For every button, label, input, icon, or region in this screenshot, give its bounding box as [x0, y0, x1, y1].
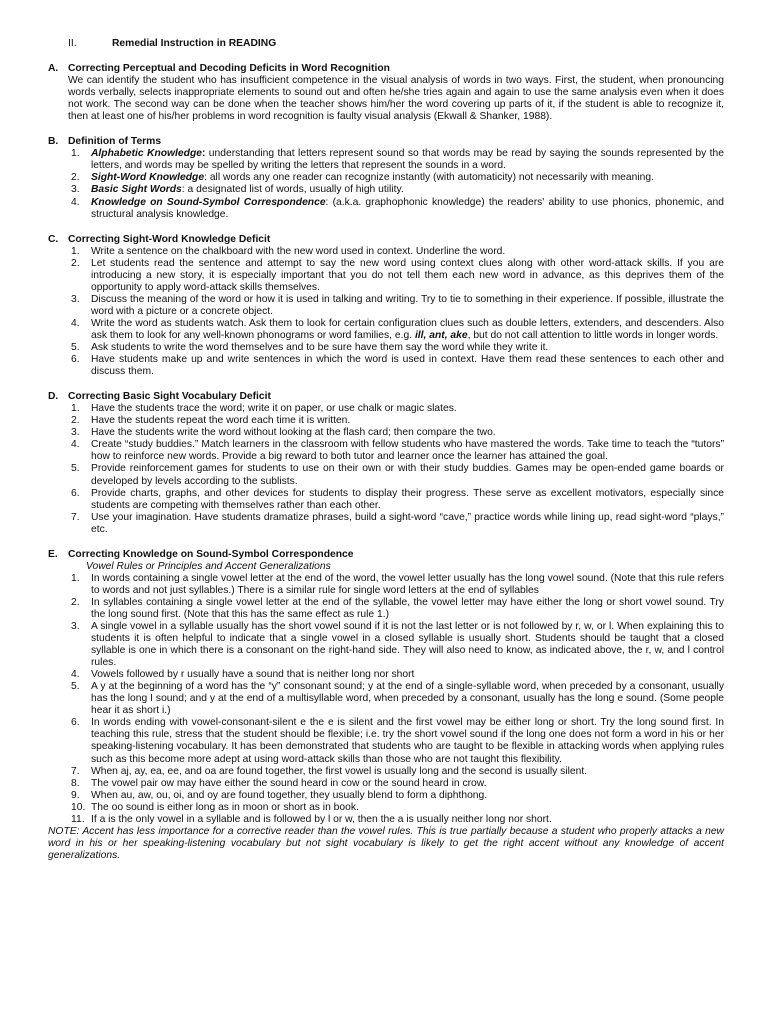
item-text: Have students make up and write sentences in which the word is used in context. Have them read these sentences to each other and discuss them.	[91, 354, 724, 378]
list-item	[48, 294, 724, 318]
list-item	[48, 488, 724, 512]
section-e-heading	[48, 549, 724, 561]
item-text: Vowels followed by r usually have a sound that is neither long nor short	[91, 669, 415, 681]
item-text: Provide charts, graphs, and other devices for students to display their progress. These serve as excellent motivators, especially since students are competing with themselves rather than each other.	[91, 487, 724, 511]
item-number: 6.	[71, 487, 80, 499]
section-letter: A.	[48, 63, 59, 75]
term-separator: :	[325, 196, 329, 208]
item-text: Have the students trace the word; write it on paper, or use chalk or magic slates.	[91, 403, 457, 415]
definition-list	[48, 148, 724, 220]
definition-text: understanding that letters represent sound so that words may be read by saying the sounds represented by the letters, and words may be spelled by writing the letters that represent the sounds in a word.	[91, 148, 724, 172]
item-number: 3.	[71, 184, 80, 196]
item-text: A y at the beginning of a word has the “y” consonant sound; y at the end of a single-syllable word, when preceded by a consonant, usually has the long I sound; and y at the end of a multisyllable word, when preceded by a consonant, usually has the long e sound. (Some people hear it as short i.)	[91, 681, 724, 717]
section-c-heading	[48, 234, 724, 246]
section-e-subheading: Vowel Rules or Principles and Accent Generalizations	[86, 560, 331, 572]
list-item	[48, 766, 724, 778]
page-title	[68, 38, 724, 50]
item-number: 4.	[71, 317, 80, 329]
section-b-heading	[48, 136, 724, 148]
item-number: 5.	[71, 463, 80, 475]
section-d	[48, 391, 724, 536]
item-text: In words containing a single vowel letter at the end of the word, the vowel letter usually has the long vowel sound. (Note that this rule refers to words and not just syllables.) There is a similar rule for single word letters at the end of syllables	[91, 572, 724, 596]
list-item	[48, 778, 724, 790]
section-letter: D.	[48, 391, 59, 403]
item-text-tail: , but do not call attention to little words in longer words.	[467, 329, 719, 341]
list-item	[48, 573, 724, 597]
steps-list	[48, 403, 724, 536]
item-number: 6.	[71, 354, 80, 366]
term-separator: :	[201, 148, 206, 160]
list-item	[48, 318, 724, 342]
item-number: 2.	[71, 257, 80, 269]
item-text: If a is the only vowel in a syllable and is followed by l or w, then the a is usually neither long nor short.	[91, 813, 552, 825]
list-item	[48, 148, 724, 172]
list-item	[48, 512, 724, 536]
list-item	[48, 172, 724, 184]
item-number: 3.	[71, 621, 80, 633]
term: Sight-Word Knowledge	[91, 172, 205, 184]
item-text: In syllables containing a single vowel letter at the end of the syllable, the vowel letter may have either the long or short vowel sound. Try the long sound first. (Note that this has the same effect as rule 1.)	[91, 596, 724, 620]
steps-list	[48, 246, 724, 379]
item-text: Write a sentence on the chalkboard with the new word used in context. Underline the word.	[91, 245, 506, 257]
example-words: ill, ant, ake	[412, 329, 468, 341]
item-number: 2.	[71, 596, 80, 608]
section-heading-text: Correcting Knowledge on Sound-Symbol Correspondence	[68, 548, 354, 560]
item-number: 5.	[71, 681, 80, 693]
list-item	[48, 427, 724, 439]
section-c	[48, 234, 724, 379]
title-text: Remedial Instruction in READING	[112, 38, 277, 49]
list-item	[48, 802, 724, 814]
vowel-rules-list	[48, 573, 724, 826]
item-text: Ask students to write the word themselves and to be sure have them say the word while they write it.	[91, 342, 549, 354]
list-item	[48, 246, 724, 258]
section-heading-text: Definition of Terms	[68, 136, 162, 148]
item-number: 4.	[71, 669, 80, 681]
list-item	[48, 258, 724, 294]
item-number: 1.	[71, 403, 80, 415]
item-text: The oo sound is either long as in moon or short as in book.	[91, 801, 359, 813]
definition-text: (a.k.a. graphophonic knowledge) the readers' ability to use phonics, phonemic, and structural analysis knowledge.	[91, 196, 724, 220]
item-number: 1.	[71, 245, 80, 257]
list-item	[48, 814, 724, 826]
section-heading-text: Correcting Sight-Word Knowledge Deficit	[68, 233, 271, 245]
term: Knowledge on Sound-Symbol Correspondence	[91, 196, 326, 208]
title-roman-numeral: II.	[68, 38, 77, 49]
item-number: 2.	[71, 172, 80, 184]
item-text: When aj, ay, ea, ee, and oa are found together, the first vowel is usually long and the second is usually silent.	[91, 765, 588, 777]
item-text: Have the students repeat the word each time it is written.	[91, 415, 351, 427]
list-item	[48, 669, 724, 681]
list-item	[48, 342, 724, 354]
item-text: Have the students write the word without looking at the flash card; then compare the two.	[91, 427, 496, 439]
item-number: 10.	[71, 801, 86, 813]
item-number: 7.	[71, 765, 80, 777]
list-item	[48, 354, 724, 378]
term-separator: :	[181, 184, 185, 196]
section-a-heading	[48, 63, 724, 75]
item-number: 6.	[71, 717, 80, 729]
item-text: A single vowel in a syllable usually has the short vowel sound if it is not the last letter or is not followed by r, w, or l. When explaining this to students it is often helpful to indicate that a single vowel in a closed syllable is usually short. Students should be taught that a closed syllable is one in which there is a consonant on the right-hand side. They will also need to know, as indicated above, the r, w, and l control rules.	[91, 621, 724, 669]
list-item	[48, 790, 724, 802]
section-letter: E.	[48, 548, 58, 560]
term-separator: :	[204, 172, 207, 184]
list-item	[48, 681, 724, 717]
item-text: Let students read the sentence and attempt to say the new word using context clues along with other word-attack skills. If you are introducing a new story, it is especially important that you do not tell them each new word in advance, as this deprives them of the opportunity to apply word-attack skills themselves.	[91, 257, 724, 293]
item-number: 4.	[71, 439, 80, 451]
list-item	[48, 439, 724, 463]
item-text: In words ending with vowel-consonant-silent e the e is silent and the first vowel may be either long or short. Try the long sound first. In teaching this rule, stress that the student should be flexible; i.e. try the short vowel sound if the long one does not form a word in his or her speaking-listening vocabulary. It has been demonstrated that students who are taught to be flexible in attacking words when applying rules such as this become more adept at using word-attack skills than those who are not taught this flexibility.	[91, 717, 724, 765]
item-number: 1.	[71, 148, 80, 160]
item-text: When au, aw, ou, oi, and oy are found together, they usually blend to form a diphthong.	[91, 789, 488, 801]
item-text: The vowel pair ow may have either the sound heard in cow or the sound heard in crow.	[91, 777, 487, 789]
definition-text: all words any one reader can recognize instantly (with automaticity) not necessarily with meaning.	[206, 172, 654, 184]
accent-note: NOTE: Accent has less importance for a corrective reader than the vowel rules. This is true partially because a student who properly attacks a new word in his or her speaking-listening vocabulary but not sight vocabulary is likely to get the right accent without any knowledge of accent generalizations.	[48, 825, 724, 861]
item-number: 3.	[71, 427, 80, 439]
list-item	[48, 621, 724, 669]
item-number: 5.	[71, 342, 80, 354]
term: Alphabetic Knowledge	[91, 148, 202, 160]
section-letter: C.	[48, 233, 59, 245]
section-a	[48, 63, 724, 123]
section-b	[48, 136, 724, 220]
item-number: 1.	[71, 572, 80, 584]
list-item	[48, 463, 724, 487]
item-number: 11.	[71, 813, 85, 825]
item-number: 9.	[71, 789, 80, 801]
section-d-heading	[48, 391, 724, 403]
item-number: 4.	[71, 196, 80, 208]
item-number: 2.	[71, 415, 80, 427]
document-page	[48, 38, 724, 862]
section-e	[48, 549, 724, 862]
list-item	[48, 403, 724, 415]
section-letter: B.	[48, 136, 59, 148]
term: Basic Sight Words	[91, 184, 182, 196]
item-text: Discuss the meaning of the word or how it is used in talking and writing. Try to tie to something in their experience. If possible, illustrate the word with a picture or a concrete object.	[91, 293, 724, 317]
item-number: 7.	[71, 511, 80, 523]
list-item	[48, 197, 724, 221]
definition-text: a designated list of words, usually of high utility.	[184, 184, 404, 196]
item-text: Use your imagination. Have students dramatize phrases, build a sight-word “cave,” practice words while lining up, read sight-word “plays,” etc.	[91, 511, 724, 535]
item-text: Provide reinforcement games for students to use on their own or with their study buddies. Games may be open-ended game boards or developed by levels according to the sublists.	[91, 463, 724, 487]
item-number: 8.	[71, 777, 80, 789]
list-item	[48, 184, 724, 196]
list-item	[48, 597, 724, 621]
section-heading-text: Correcting Perceptual and Decoding Deficits in Word Recognition	[68, 63, 390, 75]
section-a-paragraph: We can identify the student who has insufficient competence in the visual analysis of words in two ways. First, the student, when pronouncing words verbally, selects inappropriate elements to sound out and often he/she tries again and again to use the same analysis even when it does not work. The second way can be done when the teacher shows him/her the word covering up parts of it, if the student is able to recognize it, then at least one of his/her problems in word recognition is faulty visual analysis (Ekwall & Shanker, 1988).	[68, 75, 724, 123]
list-item	[48, 415, 724, 427]
item-text: Create “study buddies.” Match learners in the classroom with fellow students who have mastered the words. Take time to teach the “tutors” how to reinforce new words. Provide a big reward to both tutor and learner once the learner has attained the goal.	[91, 439, 724, 463]
item-text: Write the word as students watch. Ask them to look for certain configuration clues such as double letters, extenders, and descenders. Also ask them to look for any well-known phonograms or word families, e.g.	[91, 317, 724, 341]
section-heading-text: Correcting Basic Sight Vocabulary Deficit	[68, 391, 271, 403]
item-number: 3.	[71, 293, 80, 305]
list-item	[48, 717, 724, 765]
